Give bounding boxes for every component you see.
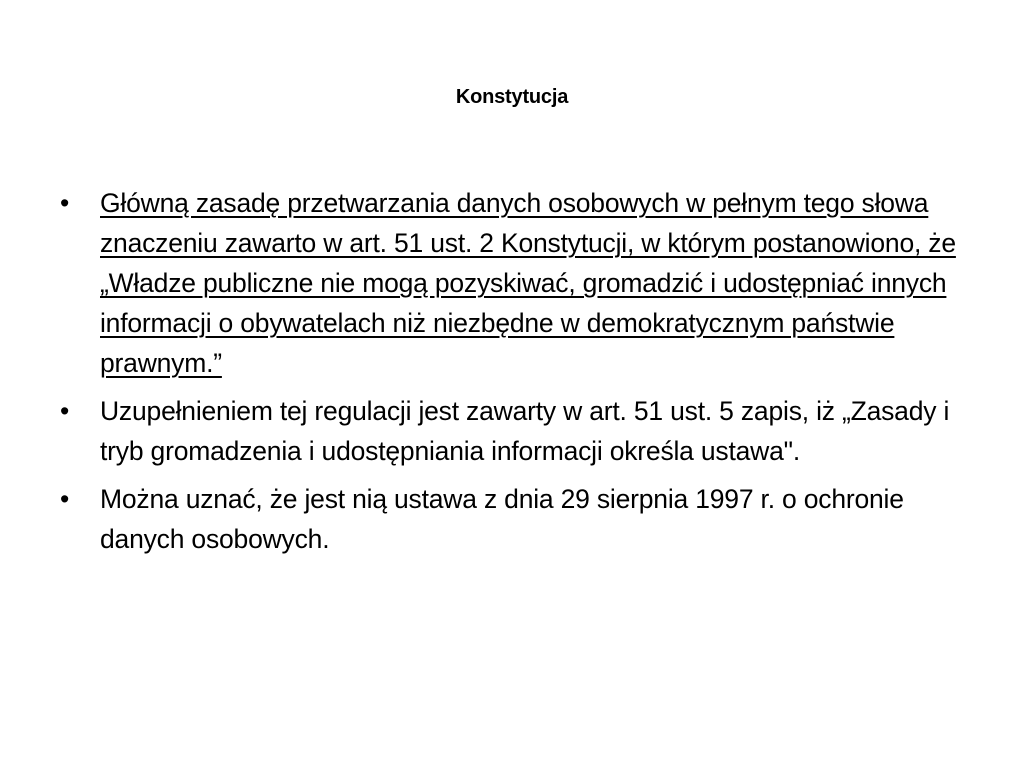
bullet-text: Uzupełnieniem tej regulacji jest zawarty w art. 51 ust. 5 zapis, iż „Zasady i tryb gromadzenia i udostępniania informacji określa ustawa".: [100, 396, 950, 466]
bullet-icon: •: [60, 188, 70, 218]
bullet-item-data-protection-act: [60, 479, 980, 559]
slide-title: Konstytucja: [455, 86, 569, 108]
bullet-text: Główną zasadę przetwarzania danych osobowych w pełnym tego słowa znaczeniu zawarto w art. 51 ust. 2 Konstytucji, w którym postanowiono, że „Władze publiczne nie mogą pozyskiwać, gromadzić i udostępniać innych informacji o obywatelach niż niezbędne w demokratycznym państwie prawnym.”: [100, 188, 956, 378]
bullet-icon: •: [60, 484, 70, 514]
bullet-item-constitution-art51-5: [60, 391, 980, 471]
bullet-list: [60, 183, 980, 567]
bullet-text: Można uznać, że jest nią ustawa z dnia 29 sierpnia 1997 r. o ochronie danych osobowych.: [100, 484, 904, 554]
bullet-icon: •: [60, 396, 70, 426]
bullet-item-constitution-art51-2: [60, 183, 980, 383]
